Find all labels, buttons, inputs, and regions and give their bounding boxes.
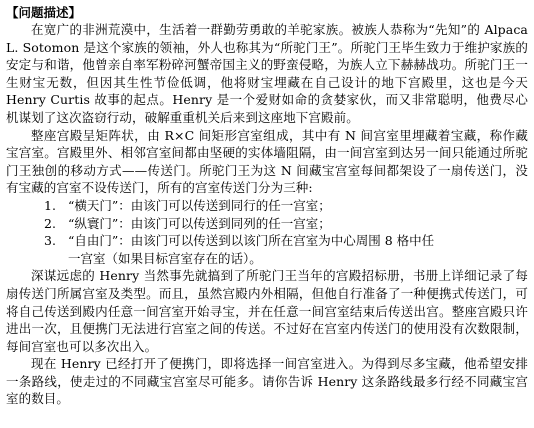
- list-item-text: “横天门”：由该门可以传送到同行的任一宫室；: [68, 197, 331, 213]
- section-heading: 【问题描述】: [6, 5, 82, 20]
- list-item: [6, 232, 528, 267]
- list-item-text: “纵寰门”：由该门可以传送到同列的任一宫室；: [68, 215, 331, 231]
- list-item-number: 2.: [44, 215, 56, 231]
- list-item: [6, 197, 528, 215]
- list-item-number: 3.: [44, 233, 56, 249]
- paragraph-henry-plan: 深谋远虑的 Henry 当然事先就搞到了所驼门王当年的宫殿招标册，书册上详细记录了每扇传送门所属宫室及类型。而且，虽然宫殿内外相隔，但他自行准备了一种便携式传送门，可将自己传送到殿内任意一间宫室开始寻宝，并在任意一间宫室结束后传送出宫。整座宫殿只许进出一次，且便携门无法进行宫室之间的传送。不过好在宫室内传送门的使用没有次数限制，每间宫室也可以多次出入。: [6, 268, 528, 354]
- paragraph-palace-layout: 整座宫殿呈矩阵状，由 R×C 间矩形宫室组成，其中有 N 间宫室里埋藏着宝藏，称作藏宝宫室。宫殿里外、相邻宫室间都由坚硬的实体墙阻隔，由一间宫室到达另一间只能通过所驼门王独创的移动方式——传送门。所驼门王为这 N 间藏宝宫室每间都架设了一扇传送门，没有宝藏的宫室不设传送门，所有的宫室传送门分为三种:: [6, 127, 528, 196]
- paragraph-question: 现在 Henry 已经打开了便携门，即将选择一间宫室进入。为得到尽多宝藏，他希望安排一条路线，使走过的不同藏宝宫室尽可能多。请你告诉 Henry 这条路线最多行经不同藏宝宫室的数目。: [6, 356, 528, 407]
- list-item-text-line2: 一宫室（如果目标宫室存在的话）。: [68, 250, 262, 266]
- list-item: [6, 215, 528, 233]
- list-item-text-line1: “自由门”：由该门可以传送到以该门所在宫室为中心周围 8 格中任: [68, 233, 435, 249]
- list-item-number: 1.: [44, 197, 56, 213]
- list-item-text: [68, 232, 528, 267]
- paragraph-intro: 在宽广的非洲荒漠中，生活着一群勤劳勇敢的羊驼家族。被族人恭称为“先知”的 Alpaca L. Sotomon 是这个家族的领袖，外人也称其为“所驼门王”。所驼门王毕生致力于维护家族的安定与和谐，他曾亲自率军粉碎河蟹帝国主义的野蛮侵略，为族人立下赫赫战功。所驼门王一生财宝无数，但因其生性节俭低调，他将财宝埋藏在自己设计的地下宫殿里，这也是今天 Henry Curtis 故事的起点。Henry 是一个爱财如命的贪婪家伙，而又非常聪明，他费尽心机谋划了这次盗窃行动，破解重重机关后来到这座地下宫殿前。: [6, 22, 528, 125]
- portal-type-list: [6, 197, 528, 267]
